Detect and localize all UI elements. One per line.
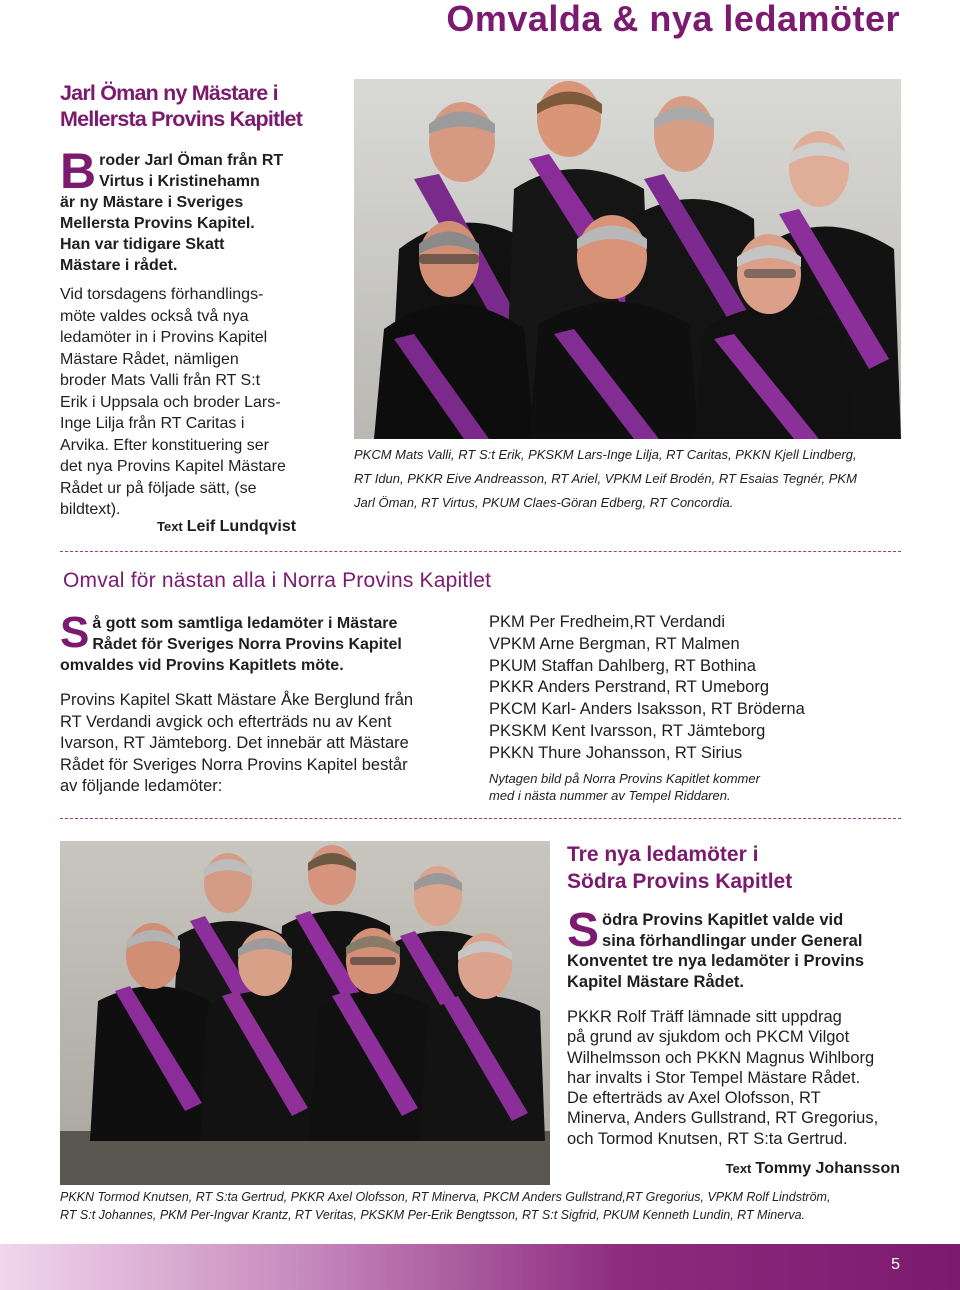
section1-heading [60,80,302,132]
note-line: med i nästa nummer av Tempel Riddaren. [489,788,731,803]
section3-body-line: Wilhelmsson och PKKN Magnus Wihlborg [567,1048,875,1067]
section1-lead-line: Mästare i rådet. [60,257,178,274]
member-item: VPKM Arne Bergman, RT Malmen [489,634,740,653]
photo1-caption [354,443,901,515]
page-number: 5 [891,1256,900,1273]
caption-line: PKCM Mats Valli, RT S:t Erik, PKSKM Lars-Inge Lilja, RT Caritas, PKKN Kjell Lindberg, [354,447,857,462]
section2-body-line: RT Verdandi avgick och efterträds nu av Kent [60,712,392,731]
credit-label: Text [157,519,183,534]
section1-heading-line1: Jarl Öman ny Mästare i [60,81,278,105]
section3-body-line: Minerva, Anders Gullstrand, RT Gregorius, [567,1109,879,1128]
footer-bar [0,1244,960,1290]
page-headline: Omvalda & nya ledamöter [446,0,900,39]
section3-body [567,1007,907,1149]
section1-lead-line: roder Jarl Öman från RT [99,152,284,169]
section1-body-line: Mästare Rådet, nämligen [60,350,239,368]
section3-lead [567,904,907,992]
member-item: PKKN Thure Johansson, RT Sirius [489,743,743,762]
section1-body-line: det nya Provins Kapitel Mästare [60,458,286,475]
section3-body-line: De efterträds av Axel Olofsson, RT [567,1089,821,1108]
section1-body-line: broder Mats Valli från RT S:t [60,372,261,389]
section1-body-line: Rådet ur på följade sätt, (se [60,479,257,497]
section2-lead-line: å gott som samtliga ledamöter i Mästare [92,615,398,632]
section2-body-line: Rådet för Sveriges Norra Provins Kapitel består [60,755,408,774]
section3-lead-line: ödra Provins Kapitlet valde vid [602,911,844,929]
section1-heading-line2: Mellersta Provins Kapitlet [60,107,303,131]
member-item: PKCM Karl- Anders Isaksson, RT Bröderna [489,700,805,719]
section1-body-line: Arvika. Efter konstituering ser [60,436,269,454]
section1-body-line: Vid torsdagens förhandlings- [60,286,264,303]
section-divider [60,551,901,552]
section2-body-line: av följande ledamöter: [60,777,223,795]
section2-body-line: Provins Kapitel Skatt Mästare Åke Berglund från [60,691,414,709]
caption-line: RT S:t Johannes, PKM Per-Ingvar Krantz, RT Veritas, PKSKM Per-Erik Bengtsson, RT S:t Sigfrid, PKUM Kenneth Lundin, RT Minerva. [60,1208,805,1222]
section1-lead-line: är ny Mästare i Sveriges [60,194,244,211]
section1-credit [157,518,296,536]
photo2-caption [60,1188,905,1224]
photo-sodra-council [60,841,550,1185]
member-item: PKM Per Fredheim,RT Verdandi [489,613,725,631]
section2-body-line: Ivarson, RT Jämteborg. Det innebär att Mästare [60,734,409,752]
caption-line: RT Idun, PKKR Eive Andreasson, RT Ariel, VPKM Leif Brodén, RT Esaias Tegnér, PKM [354,471,857,486]
section3-lead-line: Kapitel Mästare Rådet. [567,972,744,991]
section3-lead-line: Konventet tre nya ledamöter i Provins [567,952,865,970]
credit-label: Text [725,1161,752,1176]
section2-members-list [489,612,805,765]
note-line: Nytagen bild på Norra Provins Kapitlet kommer [489,771,760,786]
section2-heading: Omval för nästan alla i Norra Provins Kapitlet [63,569,492,592]
section3-body-line: PKKR Rolf Träff lämnade sitt uppdrag [567,1008,842,1026]
section3-lead-line: sina förhandlingar under General [602,931,863,950]
member-item: PKSKM Kent Ivarsson, RT Jämteborg [489,721,766,740]
section3-body-line: och Tormod Knutsen, RT S:ta Gertrud. [567,1129,848,1148]
section3-body-line: har invalts i Stor Tempel Mästare Rådet. [567,1068,861,1087]
section2-lead-line: omvaldes vid Provins Kapitlets möte. [60,657,344,674]
section1-body [60,284,330,521]
member-item: PKKR Anders Perstrand, RT Umeborg [489,678,770,697]
section3-body-line: på grund av sjukdom och PKCM Vilgot [567,1028,850,1047]
section3-credit [726,1160,900,1178]
section1-body-line: bildtext). [60,501,121,518]
section1-lead-line: Virtus i Kristinehamn [99,173,260,190]
section3-heading-line2: Södra Provins Kapitlet [567,870,793,893]
caption-line: Jarl Öman, RT Virtus, PKUM Claes-Göran Edberg, RT Concordia. [354,495,734,510]
photo-mellersta-council [354,79,901,439]
section1-body-line: möte valdes också två nya [60,307,249,325]
section2-lead [60,608,460,676]
section1-lead-line: Han var tidigare Skatt [60,236,225,253]
member-item: PKUM Staffan Dahlberg, RT Bothina [489,656,756,675]
section1-body-line: ledamöter in i Provins Kapitel [60,329,268,346]
credit-name: Leif Lundqvist [186,518,297,535]
section1-body-line: Inge Lilja från RT Caritas i [60,415,245,432]
section2-body [60,690,460,798]
caption-line: PKKN Tormod Knutsen, RT S:ta Gertrud, PKKR Axel Olofsson, RT Minerva, PKCM Anders Gullstrand,RT Gregorius, VPKM Rolf Lindström, [60,1190,831,1204]
section3-heading-line1: Tre nya ledamöter i [567,843,759,866]
credit-name: Tommy Johansson [755,1160,900,1177]
section1-dropcap: B [60,143,97,199]
section3-dropcap: S [567,904,600,957]
section2-lead-line: Rådet för Sveriges Norra Provins Kapitel [92,636,402,653]
section2-note [489,770,760,804]
section2-dropcap: S [60,608,90,657]
section1-lead [60,143,320,276]
section3-heading [567,841,792,895]
section1-lead-line: Mellersta Provins Kapitel. [60,215,255,232]
section1-body-line: Erik i Uppsala och broder Lars- [60,393,281,411]
section-divider [60,818,901,819]
